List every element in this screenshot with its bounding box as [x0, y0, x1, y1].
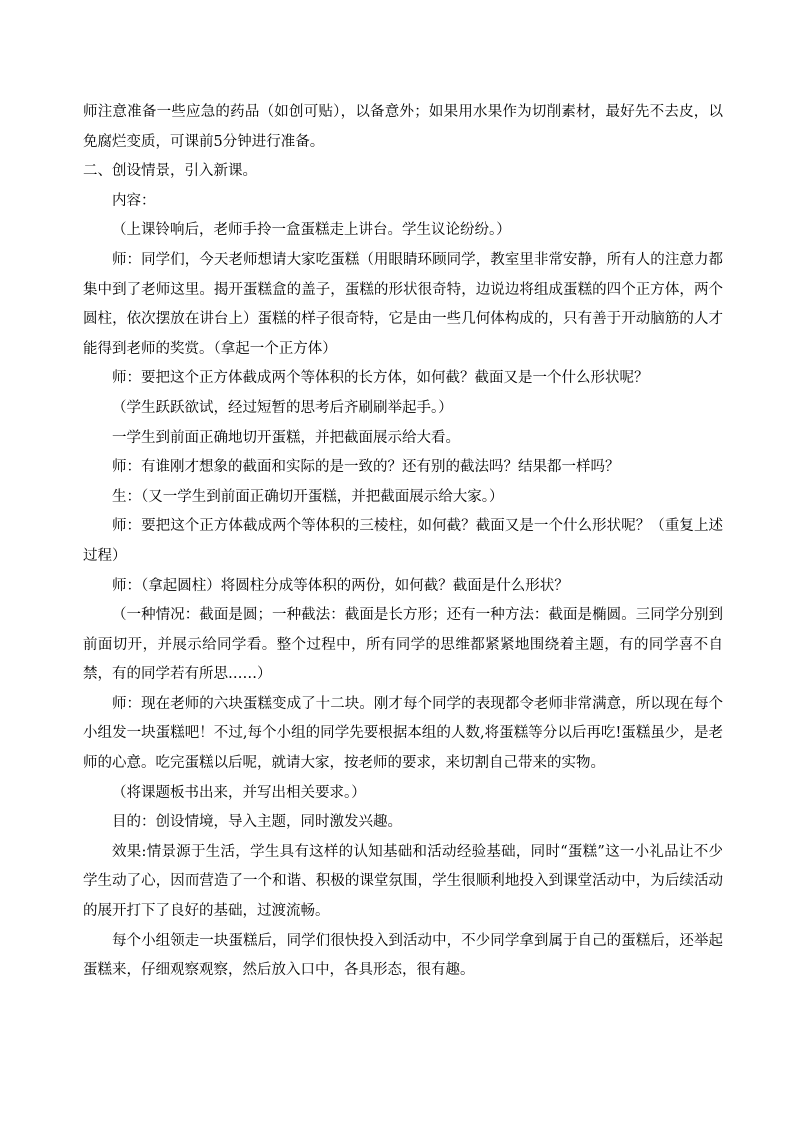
paragraph: 每个小组领走一块蛋糕后，同学们很快投入到活动中，不少同学拿到属于自己的蛋糕后，还举起蛋糕来，仔细观察观察，然后放入口中，各具形态，很有趣。: [83, 932, 723, 979]
paragraph: （上课铃响后，老师手拎一盒蛋糕走上讲台。学生议论纷纷。）: [112, 222, 511, 239]
paragraph: 师：要把这个正方体截成两个等体积的长方体，如何截？截面又是一个什么形状呢？: [112, 370, 649, 387]
section-heading: 二、创设情景，引入新课。: [83, 163, 257, 180]
paragraph: 生：（又一学生到前面正确切开蛋糕，并把截面展示给大家。）: [112, 488, 504, 505]
paragraph: （学生跃跃欲试，经过短暂的思考后齐刷刷举起手。）: [112, 399, 453, 416]
paragraph: 师：要把这个正方体截成两个等体积的三棱柱，如何截？截面又是一个什么形状呢？（重复上述过程）: [83, 518, 723, 564]
paragraph: 内容：: [112, 192, 156, 209]
paragraph: 师：（拿起圆柱）将圆柱分成等体积的两份，如何截？截面是什么形状？: [112, 577, 569, 594]
paragraph: 目的：创设情境，导入主题，同时激发兴趣。: [112, 814, 402, 831]
paragraph: 师：有谁刚才想象的截面和实际的是一致的？还有别的截法吗？结果都一样吗？: [112, 459, 620, 476]
paragraph: 师注意准备一些应急的药品（如创可贴），以备意外；如果用水果作为切削素材，最好先不去皮，以免腐烂变质，可课前5分钟进行准备。: [83, 104, 723, 150]
paragraph: （将课题板书出来，并写出相关要求。）: [112, 784, 366, 801]
paragraph: 效果:情景源于生活，学生具有这样的认知基础和活动经验基础，同时“蛋糕”这一小礼品让不少学生动了心，因而营造了一个和谐、积极的课堂氛围，学生很顺利地投入到课堂活动中，为后续活动的展开打下了良好的基础，过渡流畅。: [83, 843, 723, 920]
paragraph: （一种情况：截面是圆；一种截法：截面是长方形；还有一种方法：截面是椭圆。三同学分别到前面切开，并展示给同学看。整个过程中，所有同学的思维都紧紧地围绕着主题，有的同学喜不自禁，有的同学若有所思……）: [83, 607, 723, 683]
paragraph: 师：同学们，今天老师想请大家吃蛋糕（用眼睛环顾同学，教室里非常安静，所有人的注意力都集中到了老师这里。揭开蛋糕盒的盖子，蛋糕的形状很奇特，边说边将组成蛋糕的四个正方体，两个圆柱，依次摆放在讲台上）蛋糕的样子很奇特，它是由一些几何体构成的，只有善于开动脑筋的人才能得到老师的奖赏。（拿起一个正方体）: [83, 251, 723, 357]
paragraph: 师：现在老师的六块蛋糕变成了十二块。刚才每个同学的表现都令老师非常满意，所以现在每个小组发一块蛋糕吧！不过,每个小组的同学先要根据本组的人数,将蛋糕等分以后再吃!蛋糕虽少，是老师的心意。吃完蛋糕以后呢，就请大家，按老师的要求，来切割自己带来的实物。: [83, 695, 723, 772]
paragraph: 一学生到前面正确地切开蛋糕，并把截面展示给大看。: [112, 429, 460, 446]
document-page: [83, 98, 723, 986]
